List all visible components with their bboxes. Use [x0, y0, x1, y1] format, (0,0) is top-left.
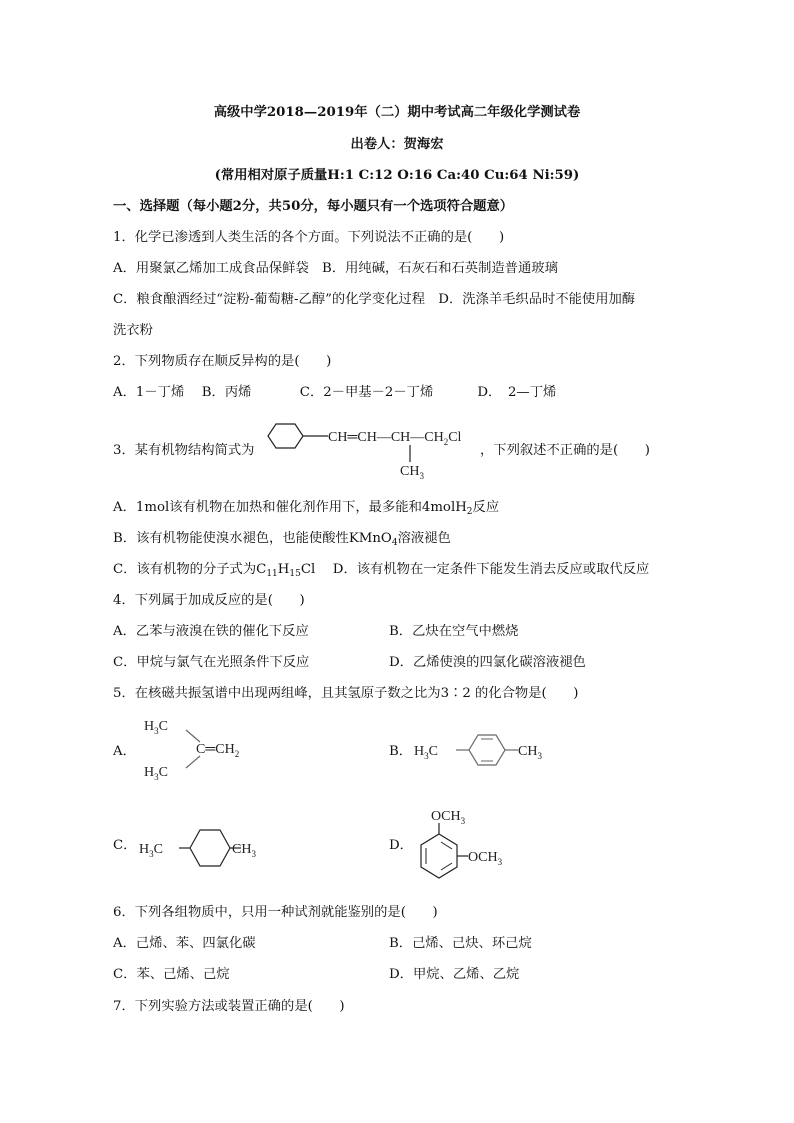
svg-text:H3C: $H_3C$ [139, 842, 163, 859]
q5-structure-b [412, 730, 562, 770]
q5-structure-c [137, 822, 272, 872]
svg-text:H3C: $H_3C$ [144, 765, 168, 782]
q5-label-c: C． [113, 838, 137, 853]
q1-options-cont: 洗衣粉 [113, 323, 153, 338]
q4-option-a: A．乙苯与液溴在铁的催化下反应 [113, 624, 309, 639]
q5-stem: 5．在核磁共振氢谱中出现两组峰，且其氢原子数之比为3∶2 的化合物是( ) [113, 686, 579, 701]
q3-structure [262, 418, 488, 482]
q5-structure-a [140, 712, 275, 782]
atomic-masses: (常用相对原子质量H:1 C:12 O:16 Ca:40 Cu:64 Ni:59) [214, 168, 580, 183]
q3-option-cd: C．该有机物的分子式为$C_{11}H_{15}Cl$ D．该有机物在一定条件下能发生消去反应或取代反应 [113, 562, 650, 579]
q2-stem: 2．下列物质存在顺反异构的是( ) [113, 354, 332, 369]
q4-option-c: C．甲烷与氯气在光照条件下反应 [113, 655, 310, 670]
svg-text:C═CH2: $C═CH_2$ [196, 742, 240, 759]
q1-options-ab: A．用聚氯乙烯加工成食品保鲜袋 B．用纯碱，石灰石和石英制造普通玻璃 [113, 261, 558, 276]
svg-text:H3C: $H_3C$ [144, 719, 168, 736]
q3-stem-post: ，下列叙述不正确的是( ) [480, 443, 650, 458]
svg-text:H3C: $H_3C$ [414, 744, 438, 761]
q1-options-cd: C．粮食酿酒经过“淀粉-葡萄糖-乙醇”的化学变化过程 D．洗涤羊毛织品时不能使用加酶 [113, 292, 636, 307]
q5-label-d: D． [389, 838, 413, 853]
q2-options: A．1－丁烯 B．丙烯 C．2－甲基－2－丁烯 D． 2—丁烯 [113, 385, 557, 400]
exam-title: 高级中学2018—2019年（二）期中考试高二年级化学测试卷 [213, 105, 581, 120]
q4-option-b: B．乙炔在空气中燃烧 [389, 624, 519, 639]
section-heading: 一、选择题（每小题2分，共50分，每小题只有一个选项符合题意） [113, 199, 514, 214]
q5-label-b: B． [389, 744, 413, 759]
benzene-ring [268, 424, 303, 448]
q4-option-d: D．乙烯使溴的四氯化碳溶液褪色 [389, 655, 586, 670]
methyl-text: $CH_3$ [400, 464, 424, 481]
svg-text:CH3: $CH_3$ [232, 842, 256, 859]
q3-option-b: B．该有机物能使溴水褪色，也能使酸性KMnO$_4$溶液褪色 [113, 531, 451, 548]
q3-option-a: A．1mol该有机物在加热和催化剂作用下，最多能和4molH$_2$反应 [113, 500, 500, 517]
q6-option-d: D．甲烷、乙烯、乙烷 [389, 967, 520, 982]
q6-option-a: A．己烯、苯、四氯化碳 [113, 936, 256, 951]
chain-text: $CH═CH—CH—CH_2Cl$ [328, 430, 462, 447]
exam-author: 出卷人：贺海宏 [350, 137, 444, 152]
q5-structure-d [405, 800, 535, 890]
q3-stem-pre: 3．某有机物结构简式为 [113, 443, 255, 458]
q5-label-a: A． [113, 744, 136, 759]
svg-text:OCH3: $OCH_3$ [431, 809, 466, 826]
q6-stem: 6．下列各组物质中，只用一种试剂就能鉴别的是( ) [113, 905, 438, 920]
q4-stem: 4．下列属于加成反应的是( ) [113, 593, 305, 608]
q6-option-c: C．苯、己烯、己烷 [113, 967, 230, 982]
q6-option-b: B．己烯、己炔、环己烷 [389, 936, 532, 951]
q1-stem: 1．化学已渗透到人类生活的各个方面。下列说法不正确的是( ) [113, 230, 505, 245]
svg-text:OCH3: $OCH_3$ [468, 850, 503, 867]
q7-stem: 7．下列实验方法或装置正确的是( ) [113, 999, 345, 1014]
svg-text:CH3: $CH_3$ [518, 744, 542, 761]
